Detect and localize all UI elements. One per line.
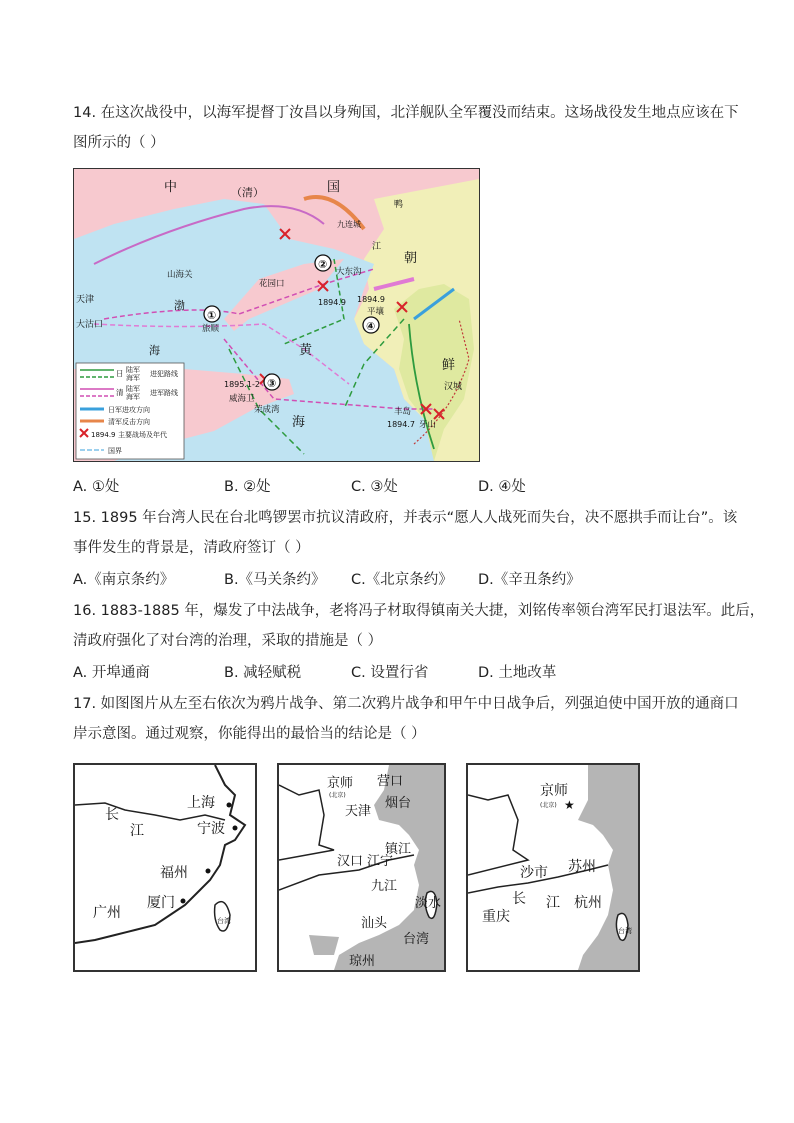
legend-haijun-1: 海军 (126, 374, 140, 382)
q16-option-b[interactable]: B. 减轻赋税 (224, 665, 302, 681)
legend-haijun-2: 海军 (126, 393, 140, 401)
map-label-ya: 鸭 (394, 200, 404, 210)
map3-star-icon: ★ (564, 798, 575, 812)
map3-jiang: 江 (546, 895, 560, 911)
map-legend (76, 363, 184, 459)
map1-jiang: 江 (130, 823, 144, 839)
map2-yingkou: 营口 (377, 774, 404, 789)
map-label-zhong: 中 (164, 180, 178, 195)
map1-guangzhou: 广州 (93, 905, 121, 921)
map2-danshui: 淡水 (415, 896, 442, 911)
legend-qing: 清 (116, 388, 124, 397)
map-label-fengdao: 丰岛 (394, 407, 412, 417)
legend-jinfan: 进犯路线 (150, 370, 178, 378)
map-label-chao: 朝 (404, 251, 418, 266)
map-date-1: 1894.9 (318, 298, 346, 307)
map2-jiangning: 江宁 (367, 854, 394, 869)
legend-lujun-1: 陆军 (126, 366, 140, 374)
map1-fuzhou: 福州 (160, 865, 188, 881)
map1-taiwan: 台湾 (217, 917, 231, 925)
q15-option-b[interactable]: B.《马关条约》 (224, 572, 326, 588)
q16-stem-line1: 16. 1883-1885 年，爆发了中法战争，老将冯子材取得镇南关大捷，刘铭传率领台湾军民打退法军。此后， (73, 603, 765, 619)
legend-lujun-2: 陆军 (126, 385, 140, 393)
legend-ri: 日 (116, 369, 124, 378)
map-label-shanhaiguan: 山海关 (167, 270, 193, 280)
map2-tianjin: 天津 (345, 804, 372, 819)
map2-shantou: 汕头 (361, 916, 388, 931)
map-label-hai-bo: 海 (149, 344, 160, 357)
q14-option-c[interactable]: C. ③处 (351, 479, 398, 495)
map-label-lushun: 旅顺 (202, 324, 220, 334)
map-label-jiang: 江 (372, 242, 382, 252)
q14-stem-line1: 14. 在这次战役中，以海军提督丁汝昌以身殉国，北洋舰队全军覆没而结束。这场战役发生地点应该在下 (73, 105, 739, 121)
map2-yantai: 烟台 (385, 796, 412, 811)
map-label-weihaiwei: 威海卫 (229, 394, 255, 404)
map-mark-1: ① (207, 309, 217, 322)
legend-border: 国界 (108, 447, 122, 455)
map3-chongqing: 重庆 (482, 909, 510, 925)
q14-stem-line2: 图所示的（ ） (73, 135, 165, 151)
map-label-dagukou: 大沽口 (76, 320, 104, 330)
map-mark-3: ③ (267, 377, 277, 390)
map-label-jiuliancheng: 九连城 (337, 220, 361, 229)
map1-ningbo: 宁波 (197, 821, 225, 837)
map-label-dadonggou: 大东沟 (336, 267, 362, 277)
map-label-tianjin: 天津 (76, 295, 95, 305)
map-label-huang: 黄 (299, 343, 313, 358)
map-label-yashan: 牙山 (419, 420, 437, 430)
legend-qing-counter: 清军反击方向 (108, 418, 150, 426)
map1-xiamen: 厦门 (147, 895, 175, 911)
q17-map-sino-japanese-war (466, 763, 640, 972)
q17-map-second-opium-war (277, 763, 446, 972)
legend-ri-attack: 日军进攻方向 (108, 406, 150, 414)
map2-qiongzhou: 琼州 (349, 954, 376, 969)
q15-option-d[interactable]: D.《辛丑条约》 (478, 572, 581, 588)
map1-shanghai: 上海 (187, 795, 215, 811)
q15-option-c[interactable]: C.《北京条约》 (351, 572, 453, 588)
q16-option-a[interactable]: A. 开埠通商 (73, 665, 150, 681)
map-date-2: 1894.9 (357, 295, 385, 304)
q17-stem-line2: 岸示意图。通过观察，你能得出的最恰当的结论是（ ） (73, 726, 426, 742)
map2-hankou: 汉口 (337, 854, 364, 869)
map2-taiwan: 台湾 (403, 932, 430, 947)
map-mark-2: ② (318, 258, 328, 271)
legend-battle: 主要战场及年代 (118, 431, 167, 439)
q15-stem-line2: 事件发生的背景是，清政府签订（ ） (73, 540, 310, 556)
legend-battle-year: 1894.9 (91, 431, 116, 439)
map3-hangzhou: 杭州 (574, 895, 602, 911)
map3-suzhou: 苏州 (568, 859, 596, 875)
map-label-hai-huang: 海 (292, 415, 306, 430)
q14-option-a[interactable]: A. ①处 (73, 479, 120, 495)
q16-option-c[interactable]: C. 设置行省 (351, 665, 429, 681)
map3-taiwan: 台湾 (618, 927, 632, 935)
q15-option-a[interactable]: A.《南京条约》 (73, 572, 175, 588)
map-mark-4: ④ (366, 320, 376, 333)
map-label-huayuankou: 花园口 (259, 279, 285, 289)
map-label-xian: 鲜 (442, 358, 456, 373)
map3-beijing: (北京) (540, 802, 557, 809)
map3-chang: 长 (512, 891, 526, 907)
map-date-3: 1895.1-2 (224, 380, 260, 389)
map2-beijing: (北京) (329, 792, 346, 799)
q14-option-b[interactable]: B. ②处 (224, 479, 271, 495)
map-date-4: 1894.7 (387, 420, 415, 429)
map3-shashi: 沙市 (520, 865, 548, 881)
map2-jingshi: 京师 (327, 776, 354, 791)
map-label-hancheng: 汉城 (444, 382, 463, 392)
map-label-bo: 渤 (174, 299, 185, 312)
map-label-pingrang: 平壤 (367, 307, 385, 317)
q14-war-map (73, 168, 480, 462)
map-label-rongchengwan: 荣成湾 (254, 405, 280, 415)
q16-option-d[interactable]: D. 土地改革 (478, 665, 557, 681)
map3-jingshi: 京师 (540, 783, 568, 799)
q14-option-d[interactable]: D. ④处 (478, 479, 526, 495)
map1-chang: 长 (105, 807, 119, 823)
map-label-guo: 国 (327, 180, 341, 195)
q16-stem-line2: 清政府强化了对台湾的治理，采取的措施是（ ） (73, 633, 383, 649)
map-label-qing: （清） (231, 186, 264, 199)
legend-jinjun: 进军路线 (150, 389, 178, 397)
q17-stem-line1: 17. 如图图片从左至右依次为鸦片战争、第二次鸦片战争和甲午中日战争后，列强迫使中国开放的通商口 (73, 696, 739, 712)
q15-stem-line1: 15. 1895 年台湾人民在台北鸣锣罢市抗议清政府，并表示“愿人人战死而失台，决不愿拱手而让台”。该 (73, 510, 738, 526)
q17-map-opium-war (73, 763, 257, 972)
map2-zhenjiang: 镇江 (385, 842, 412, 857)
map2-jiujiang: 九江 (371, 879, 398, 894)
